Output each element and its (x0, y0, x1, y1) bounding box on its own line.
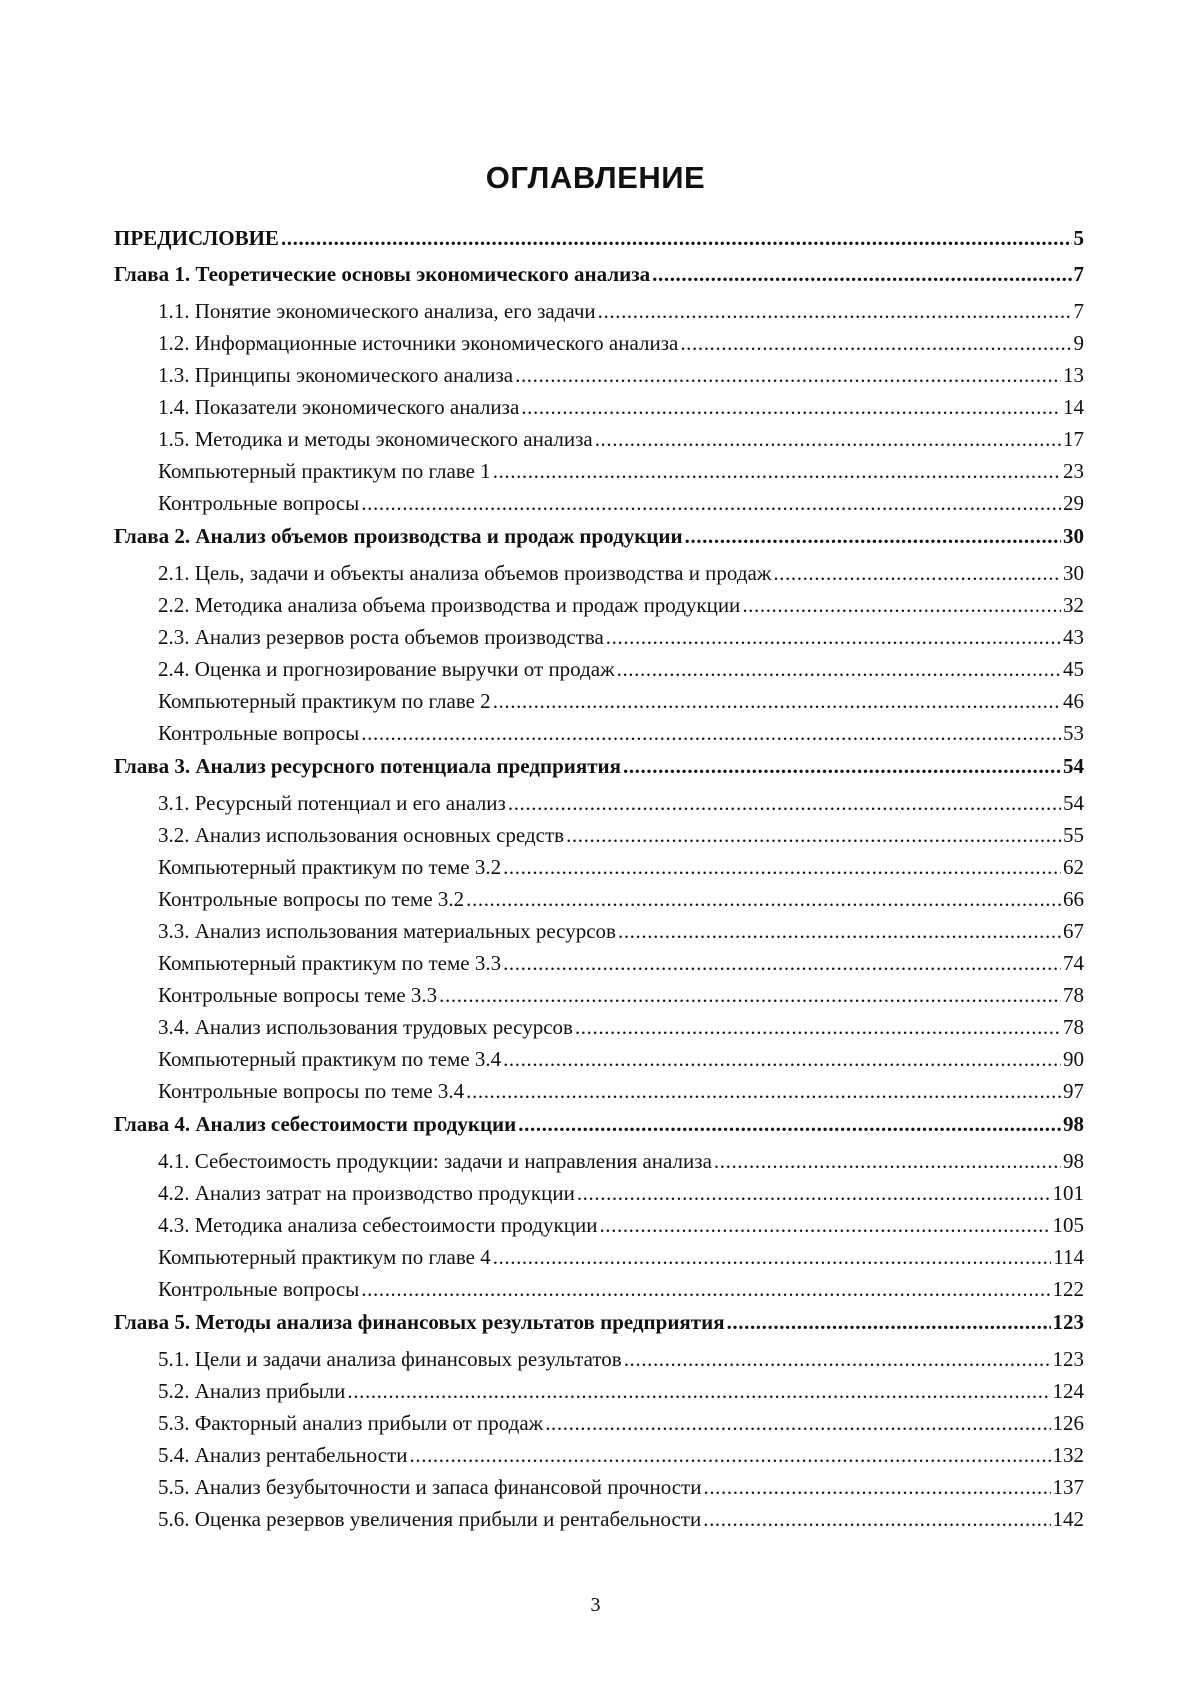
toc-entry-section[interactable] (114, 423, 1084, 455)
toc-entry-label: 5.2. Анализ прибыли (158, 1379, 346, 1403)
toc-entry-section[interactable] (114, 391, 1084, 423)
toc-entry-page: 90 (1063, 1047, 1084, 1071)
toc-entry-label: Глава 2. Анализ объемов производства и продаж продукции (114, 524, 683, 548)
toc-entry-page: 17 (1063, 427, 1084, 451)
toc-entry-page: 78 (1063, 983, 1084, 1007)
toc-leader-dots (595, 423, 1061, 455)
toc-entry-label: 3.1. Ресурсный потенциал и его анализ (158, 791, 506, 815)
toc-entry-label: 3.4. Анализ использования трудовых ресурсов (158, 1015, 573, 1039)
toc-entry-section[interactable] (114, 1241, 1084, 1273)
toc-entry-page: 124 (1052, 1379, 1084, 1403)
toc-entry-page: 7 (1073, 299, 1084, 323)
toc-entry-section[interactable] (114, 1375, 1084, 1407)
toc-leader-dots (606, 621, 1061, 653)
toc-entry-page: 5 (1073, 226, 1084, 250)
toc-entry-section[interactable] (114, 915, 1084, 947)
toc-leader-dots (518, 1107, 1061, 1141)
toc-entry-section[interactable] (114, 1503, 1084, 1535)
toc-entry-page: 30 (1063, 524, 1084, 548)
toc-entry-page: 13 (1063, 363, 1084, 387)
toc-entry-label: Глава 4. Анализ себестоимости продукции (114, 1112, 517, 1136)
toc-entry-page: 122 (1052, 1277, 1084, 1301)
toc-leader-dots (727, 1305, 1051, 1339)
toc-entry-preface[interactable] (114, 221, 1084, 257)
toc-entry-section[interactable] (114, 1209, 1084, 1241)
toc-entry-section[interactable] (114, 1177, 1084, 1209)
toc-entry-label: Контрольные вопросы по теме 3.2 (158, 887, 465, 911)
toc-entry-section[interactable] (114, 1471, 1084, 1503)
toc-leader-dots (281, 221, 1072, 255)
toc-entry-label: 5.5. Анализ безубыточности и запаса финансовой прочности (158, 1475, 702, 1499)
toc-leader-dots (575, 1011, 1061, 1043)
toc-entry-label: 5.6. Оценка резервов увеличения прибыли и рентабельности (158, 1507, 702, 1531)
toc-leader-dots (503, 947, 1061, 979)
toc-leader-dots (466, 883, 1061, 915)
toc-entry-page: 126 (1052, 1411, 1084, 1435)
toc-entry-label: 2.3. Анализ резервов роста объемов производства (158, 625, 604, 649)
toc-entry-label: 2.2. Методика анализа объема производства и продаж продукции (158, 593, 741, 617)
toc-leader-dots (577, 1177, 1051, 1209)
toc-leader-dots (521, 391, 1061, 423)
toc-entry-label: 3.2. Анализ использования основных средств (158, 823, 565, 847)
toc-entry-page: 43 (1063, 625, 1084, 649)
toc-entry-section[interactable] (114, 455, 1084, 487)
toc-entry-section[interactable] (114, 1273, 1084, 1305)
toc-entry-section[interactable] (114, 327, 1084, 359)
toc-entry-section[interactable] (114, 819, 1084, 851)
toc-leader-dots (503, 1043, 1061, 1075)
toc-leader-dots (493, 455, 1061, 487)
toc-entry-page: 55 (1063, 823, 1084, 847)
toc-entry-section[interactable] (114, 851, 1084, 883)
toc-entry-label: 3.3. Анализ использования материальных ресурсов (158, 919, 616, 943)
toc-entry-page: 30 (1063, 561, 1084, 585)
toc-entry-section[interactable] (114, 487, 1084, 519)
toc-entry-page: 98 (1063, 1112, 1084, 1136)
toc-entry-page: 101 (1052, 1181, 1084, 1205)
toc-entry-label: Компьютерный практикум по теме 3.2 (158, 855, 502, 879)
toc-entry-page: 7 (1073, 262, 1084, 286)
toc-entry-section[interactable] (114, 883, 1084, 915)
toc-leader-dots (545, 1407, 1050, 1439)
toc-entry-page: 98 (1063, 1149, 1084, 1173)
toc-leader-dots (623, 749, 1061, 783)
toc-entry-page: 67 (1063, 919, 1084, 943)
toc-entry-page: 142 (1052, 1507, 1084, 1531)
toc-entry-chapter-4[interactable] (114, 1107, 1084, 1145)
toc-entry-page: 45 (1063, 657, 1084, 681)
toc-entry-label: Контрольные вопросы (158, 721, 360, 745)
toc-entry-page: 9 (1073, 331, 1084, 355)
toc-entry-section[interactable] (114, 295, 1084, 327)
toc-entry-page: 74 (1063, 951, 1084, 975)
toc-entry-label: 1.4. Показатели экономического анализа (158, 395, 520, 419)
toc-entry-page: 29 (1063, 491, 1084, 515)
toc-entry-label: 1.5. Методика и методы экономического анализа (158, 427, 593, 451)
toc-leader-dots (508, 787, 1061, 819)
toc-leader-dots (598, 295, 1072, 327)
toc-leader-dots (685, 519, 1061, 553)
toc-entry-label: Компьютерный практикум по главе 4 (158, 1245, 491, 1269)
toc-entry-label: Глава 5. Методы анализа финансовых результатов предприятия (114, 1310, 725, 1334)
toc-leader-dots (773, 557, 1061, 589)
toc-entry-chapter-1[interactable] (114, 257, 1084, 295)
toc-entry-label: 4.1. Себестоимость продукции: задачи и направления анализа (158, 1149, 712, 1173)
toc-leader-dots (466, 1075, 1061, 1107)
toc-entry-section[interactable] (114, 621, 1084, 653)
toc-entry-page: 23 (1063, 459, 1084, 483)
toc-leader-dots (566, 819, 1061, 851)
toc-entry-section[interactable] (114, 1407, 1084, 1439)
toc-entry-section[interactable] (114, 1011, 1084, 1043)
toc-entry-page: 97 (1063, 1079, 1084, 1103)
toc-entry-section[interactable] (114, 979, 1084, 1011)
toc-leader-dots (515, 359, 1061, 391)
toc-entry-label: 4.3. Методика анализа себестоимости продукции (158, 1213, 598, 1237)
toc-entry-page: 54 (1063, 791, 1084, 815)
toc-entry-section[interactable] (114, 1043, 1084, 1075)
toc-leader-dots (599, 1209, 1050, 1241)
toc-entry-page: 62 (1063, 855, 1084, 879)
toc-entry-section[interactable] (114, 653, 1084, 685)
toc-leader-dots (361, 1273, 1050, 1305)
toc-leader-dots (714, 1145, 1061, 1177)
toc-entry-label: Контрольные вопросы теме 3.3 (158, 983, 438, 1007)
toc-entry-label: 5.1. Цели и задачи анализа финансовых результатов (158, 1347, 622, 1371)
toc-leader-dots (439, 979, 1061, 1011)
toc-entry-label: 1.2. Информационные источники экономического анализа (158, 331, 679, 355)
toc-leader-dots (680, 327, 1071, 359)
toc-entry-page: 66 (1063, 887, 1084, 911)
toc-entry-section[interactable] (114, 1439, 1084, 1471)
toc-leader-dots (493, 685, 1061, 717)
toc-leader-dots (618, 915, 1061, 947)
toc-entry-label: ПРЕДИСЛОВИЕ (114, 226, 279, 250)
toc-entry-page: 54 (1063, 754, 1084, 778)
toc-entry-label: 1.1. Понятие экономического анализа, его задачи (158, 299, 596, 323)
toc-entry-section[interactable] (114, 1145, 1084, 1177)
toc-entry-label: 5.4. Анализ рентабельности (158, 1443, 408, 1467)
toc-entry-section[interactable] (114, 717, 1084, 749)
toc-entry-chapter-2[interactable] (114, 519, 1084, 557)
toc-entry-chapter-3[interactable] (114, 749, 1084, 787)
toc-entry-section[interactable] (114, 557, 1084, 589)
toc-entry-label: Компьютерный практикум по теме 3.4 (158, 1047, 502, 1071)
toc-entry-label: 2.4. Оценка и прогнозирование выручки от продаж (158, 657, 615, 681)
toc-entry-section[interactable] (114, 589, 1084, 621)
toc-entry-page: 78 (1063, 1015, 1084, 1039)
toc-entry-page: 32 (1063, 593, 1084, 617)
toc-entry-label: 5.3. Факторный анализ прибыли от продаж (158, 1411, 544, 1435)
toc-entry-section[interactable] (114, 1343, 1084, 1375)
toc-entry-page: 114 (1053, 1245, 1084, 1269)
toc-leader-dots (624, 1343, 1051, 1375)
toc-entry-page: 46 (1063, 689, 1084, 713)
page-title: ОГЛАВЛЕНИЕ (485, 160, 706, 195)
toc-leader-dots (503, 851, 1061, 883)
toc-leader-dots (410, 1439, 1051, 1471)
toc-leader-dots (742, 589, 1061, 621)
toc-entry-label: Компьютерный практикум по теме 3.3 (158, 951, 502, 975)
toc-entry-page: 53 (1063, 721, 1084, 745)
toc-entry-section[interactable] (114, 787, 1084, 819)
toc-leader-dots (493, 1241, 1052, 1273)
toc-entry-label: Компьютерный практикум по главе 1 (158, 459, 491, 483)
toc-entry-page: 14 (1063, 395, 1084, 419)
toc-entry-chapter-5[interactable] (114, 1305, 1084, 1343)
toc-entry-section[interactable] (114, 359, 1084, 391)
toc-entry-page: 123 (1052, 1347, 1084, 1371)
toc-entry-label: Контрольные вопросы (158, 491, 360, 515)
toc-entry-label: 4.2. Анализ затрат на производство продукции (158, 1181, 575, 1205)
table-of-contents (114, 221, 1084, 1535)
toc-entry-label: 1.3. Принципы экономического анализа (158, 363, 514, 387)
toc-leader-dots (703, 1503, 1050, 1535)
toc-entry-label: Глава 3. Анализ ресурсного потенциала предприятия (114, 754, 621, 778)
toc-leader-dots (361, 487, 1061, 519)
toc-entry-label: 2.1. Цель, задачи и объекты анализа объемов производства и продаж (158, 561, 772, 585)
toc-entry-label: Компьютерный практикум по главе 2 (158, 689, 491, 713)
toc-leader-dots (703, 1471, 1050, 1503)
toc-leader-dots (617, 653, 1061, 685)
toc-entry-section[interactable] (114, 685, 1084, 717)
toc-leader-dots (347, 1375, 1050, 1407)
toc-leader-dots (361, 717, 1061, 749)
toc-entry-section[interactable] (114, 947, 1084, 979)
toc-entry-label: Глава 1. Теоретические основы экономического анализа (114, 262, 651, 286)
toc-entry-label: Контрольные вопросы (158, 1277, 360, 1301)
toc-entry-page: 137 (1052, 1475, 1084, 1499)
toc-entry-page: 123 (1052, 1310, 1084, 1334)
toc-entry-section[interactable] (114, 1075, 1084, 1107)
toc-leader-dots (652, 257, 1071, 291)
toc-entry-page: 105 (1052, 1213, 1084, 1237)
toc-entry-page: 132 (1052, 1443, 1084, 1467)
page-number: 3 (590, 1594, 601, 1616)
toc-entry-label: Контрольные вопросы по теме 3.4 (158, 1079, 465, 1103)
